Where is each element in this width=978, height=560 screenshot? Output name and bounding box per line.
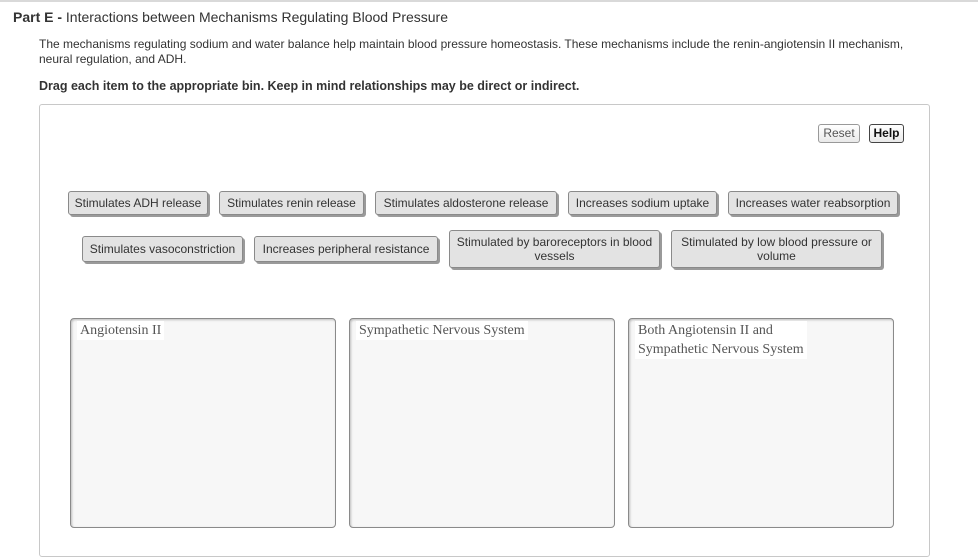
drag-item-low-pressure[interactable]: Stimulated by low blood pressure or volume: [671, 230, 882, 268]
bin-both-label: [635, 321, 807, 359]
drag-item-renin[interactable]: Stimulates renin release: [219, 191, 364, 215]
part-title: Interactions between Mechanisms Regulating Blood Pressure: [65, 9, 449, 25]
drag-item-water[interactable]: Increases water reabsorption: [728, 191, 898, 215]
top-divider: [0, 0, 978, 2]
intro-text: The mechanisms regulating sodium and water balance help maintain blood pressure homeostasis. These mechanisms include the renin-angiotensin II mechanism, neural regulation, and ADH.: [39, 37, 904, 66]
bin-angiotensin-label: Angiotensin II: [77, 321, 164, 340]
drag-item-adh[interactable]: Stimulates ADH release: [68, 191, 208, 215]
bin-both[interactable]: [628, 318, 894, 528]
drag-item-peripheral-resistance[interactable]: Increases peripheral resistance: [254, 236, 438, 262]
drag-item-aldosterone[interactable]: Stimulates aldosterone release: [375, 191, 557, 215]
bin-angiotensin[interactable]: [70, 318, 336, 528]
reset-button[interactable]: Reset: [818, 124, 860, 143]
drag-item-vasoconstriction[interactable]: Stimulates vasoconstriction: [82, 236, 243, 262]
bin-both-label-line1: Both Angiotensin II and: [638, 323, 773, 338]
instruction-text: Drag each item to the appropriate bin. Keep in mind relationships may be direct or indirect.: [39, 79, 580, 93]
bin-both-label-line2: Sympathetic Nervous System: [638, 342, 804, 357]
part-header: [13, 9, 448, 25]
help-button[interactable]: Help: [869, 124, 904, 143]
drag-item-sodium[interactable]: Increases sodium uptake: [568, 191, 717, 215]
drag-item-baroreceptors[interactable]: Stimulated by baroreceptors in blood vessels: [449, 230, 660, 268]
part-label: Part E -: [13, 9, 63, 25]
bin-sympathetic-label: Sympathetic Nervous System: [356, 321, 528, 340]
bin-sympathetic[interactable]: [349, 318, 615, 528]
